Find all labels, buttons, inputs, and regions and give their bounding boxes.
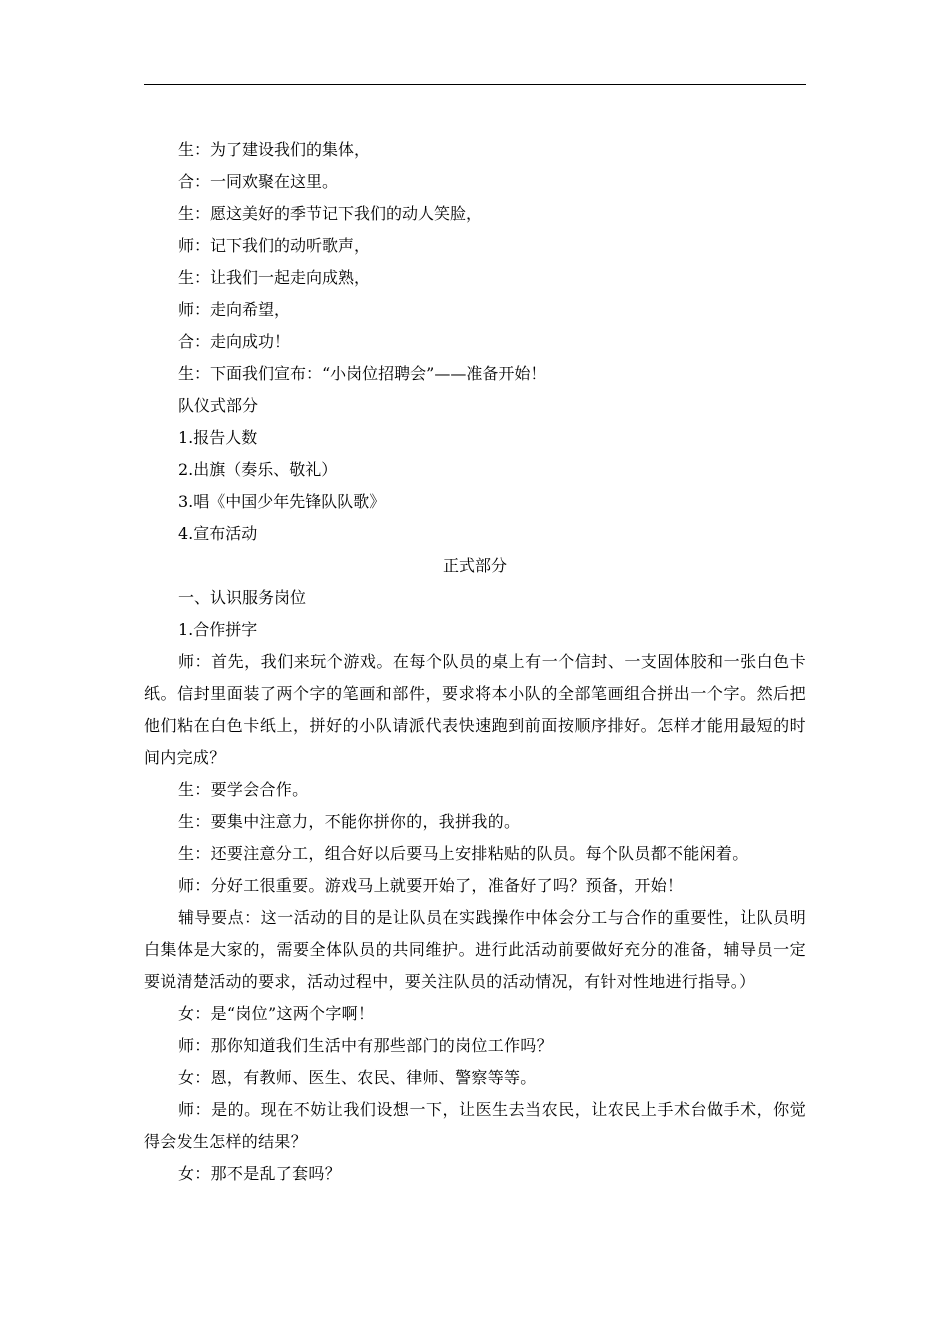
dialogue-line: 生：为了建设我们的集体， [178,140,371,159]
paragraph: 师：首先，我们来玩个游戏。在每个队员的桌上有一个信封、一支固体胶和一张白色卡纸。信封里面装了两个字的笔画和部件，要求将本小队的全部笔画组合拼出一个字。然后把他们粘在白色卡纸上，拼好的小队请派代表快速跑到前面按顺序排好。怎样才能用最短的时间内完成？ [144,652,806,767]
dialogue-line: 师：走向希望， [178,300,291,319]
list-item: 3.唱《中国少年先锋队队歌》 [178,492,386,511]
paragraph: 生：要集中注意力，不能你拼你的，我拼我的。 [178,812,521,831]
section-heading: 队仪式部分 [178,396,259,415]
paragraph: 女：那不是乱了套吗？ [178,1164,342,1183]
dialogue-line: 合：一同欢聚在这里。 [178,172,339,191]
dialogue-line: 生：让我们一起走向成熟， [178,268,371,287]
header-rule [144,84,806,85]
paragraph: 女：是“岗位”这两个字啊！ [178,1004,375,1023]
paragraph: 生：要学会合作。 [178,780,309,799]
dialogue-line: 师：记下我们的动听歌声， [178,236,371,255]
list-item: 1.合作拼字 [178,620,258,639]
subsection-heading: 一、认识服务岗位 [178,588,307,607]
dialogue-line: 合：走向成功！ [178,332,291,351]
paragraph: 师：分好工很重要。游戏马上就要开始了，准备好了吗？预备，开始！ [178,876,684,895]
paragraph: 生：还要注意分工，组合好以后要马上安排粘贴的队员。每个队员都不能闲着。 [178,844,749,863]
paragraph: 师：是的。现在不妨让我们设想一下，让医生去当农民，让农民上手术台做手术，你觉得会发生怎样的结果？ [144,1100,806,1151]
paragraph: 师：那你知道我们生活中有那些部门的岗位工作吗？ [178,1036,553,1055]
list-item: 2.出旗（奏乐、敬礼） [178,460,338,479]
guidance-paragraph: 辅导要点：这一活动的目的是让队员在实践操作中体会分工与合作的重要性，让队员明白集体是大家的，需要全体队员的共同维护。进行此活动前要做好充分的准备，辅导员一定要说清楚活动的要求，活动过程中，要关注队员的活动情况，有针对性地进行指导。） [144,908,806,991]
list-item: 1.报告人数 [178,428,258,447]
list-item: 4.宣布活动 [178,524,258,543]
dialogue-line: 生：下面我们宣布：“小岗位招聘会”——准备开始！ [178,364,547,383]
paragraph: 女：恩，有教师、医生、农民、律师、警察等等。 [178,1068,537,1087]
dialogue-line: 生：愿这美好的季节记下我们的动人笑脸， [178,204,483,223]
document-body [144,134,806,1190]
section-title: 正式部分 [442,556,507,575]
